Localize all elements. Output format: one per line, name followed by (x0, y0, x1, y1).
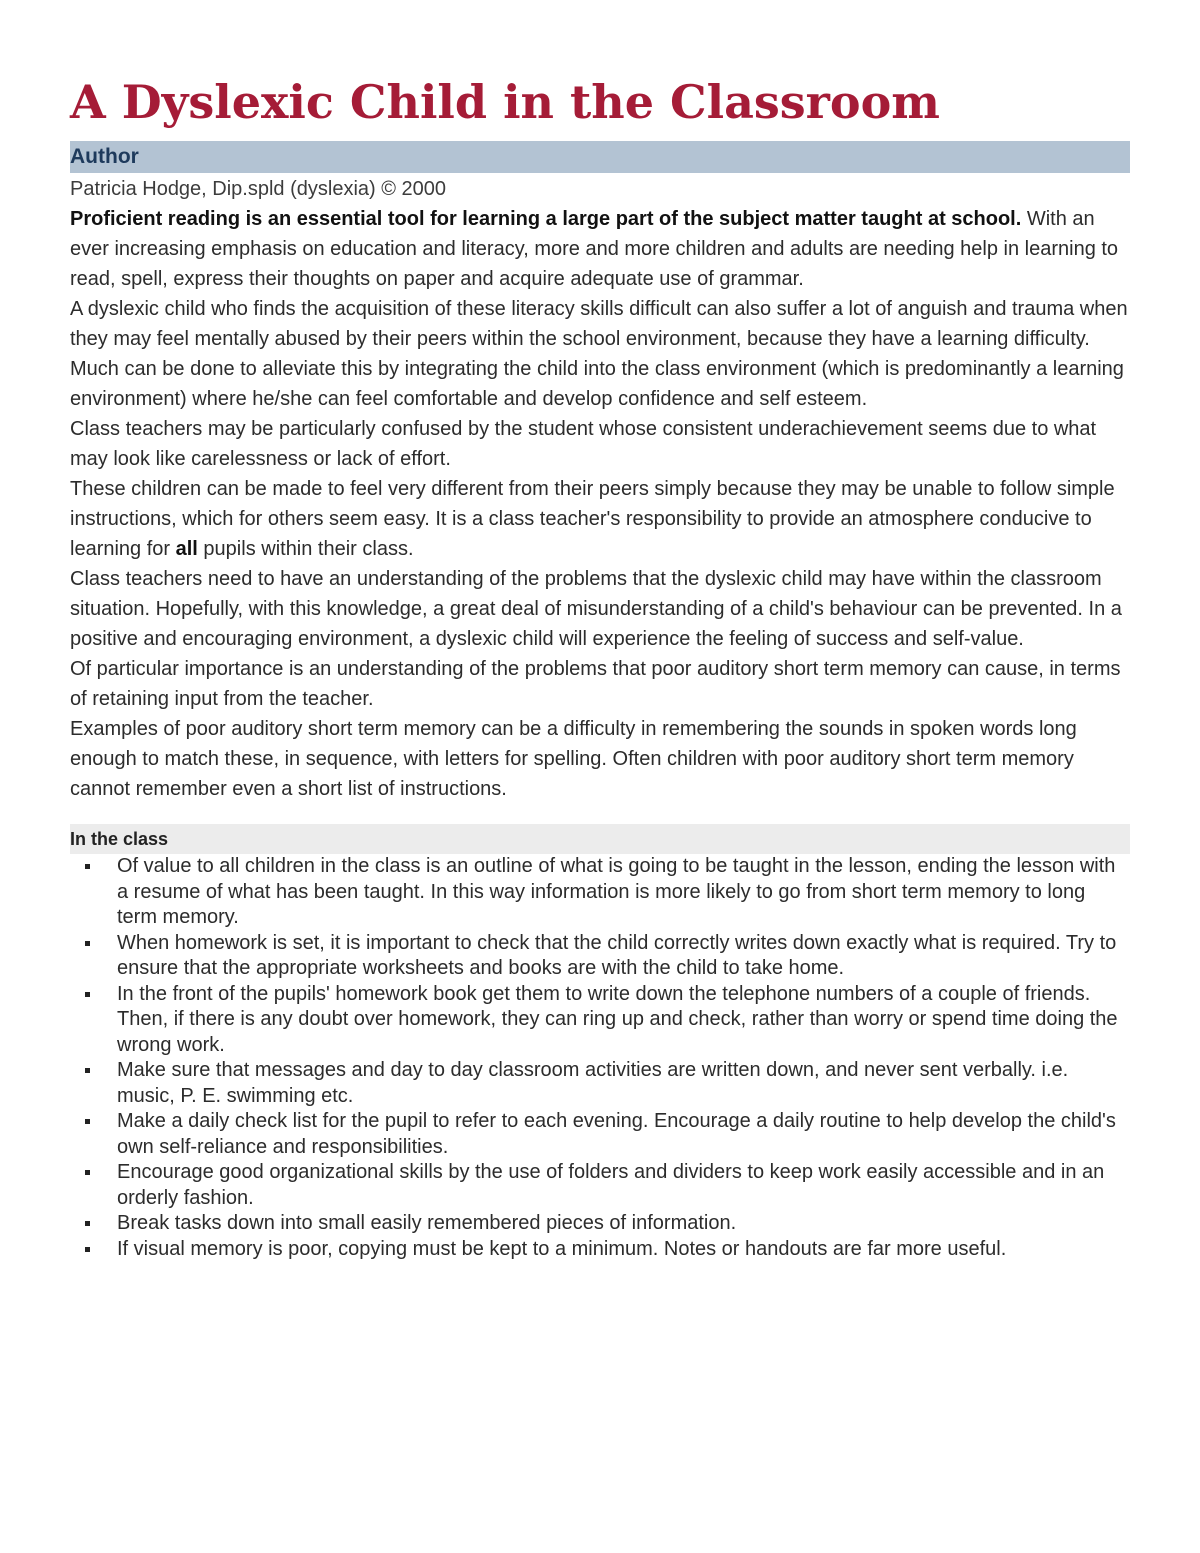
body-text: pupils within their class. (197, 538, 414, 560)
document-page (70, 70, 1130, 1262)
list-item-text: If visual memory is poor, copying must be kept to a minimum. Notes or handouts are far more useful. (117, 1237, 1007, 1260)
list-item-text: Encourage good organizational skills by the use of folders and dividers to keep work easily accessible and in an orderly fashion. (117, 1161, 1105, 1209)
square-bullet-icon (85, 1068, 90, 1073)
intro-paragraph (70, 204, 1130, 294)
square-bullet-icon (85, 992, 90, 997)
square-bullet-icon (85, 1247, 90, 1252)
list-item (70, 854, 1130, 931)
intro-bold-text: Proficient reading is an essential tool for learning a large part of the subject matter taught at school. (70, 208, 1022, 230)
list-item (70, 1160, 1130, 1211)
list-item-text: Make a daily check list for the pupil to refer to each evening. Encourage a daily routine to help develop the child's own self-reliance and responsibilities. (117, 1110, 1116, 1158)
list-item (70, 1237, 1130, 1263)
square-bullet-icon (85, 1221, 90, 1226)
body-paragraph-all-pupils (70, 474, 1130, 564)
page-title: A Dyslexic Child in the Classroom (70, 75, 940, 129)
square-bullet-icon (85, 941, 90, 946)
list-item-text: When homework is set, it is important to check that the child correctly writes down exactly what is required. Try to ensure that the appropriate worksheets and books are with the child to take home. (117, 931, 1117, 979)
body-paragraph: Class teachers need to have an understanding of the problems that the dyslexic child may have within the classroom situation. Hopefully, with this knowledge, a great deal of misunderstanding of a child's behaviour can be prevented. In a positive and encouraging environment, a dyslexic child will experience the feeling of success and self-value. (70, 568, 1122, 650)
list-item (70, 982, 1130, 1059)
list-item-text: Of value to all children in the class is an outline of what is going to be taught in the lesson, ending the lesson with a resume of what has been taught. In this way information is more likely to go from short term memory to long term memory. (117, 855, 1116, 928)
list-item (70, 1211, 1130, 1237)
list-item (70, 931, 1130, 982)
square-bullet-icon (85, 864, 90, 869)
intro-text: With an ever increasing emphasis on education and literacy, more and more children and adults are needing help in learning to read, spell, express their thoughts on paper and acquire adequate use of grammar. (70, 208, 1119, 290)
list-item-text: Make sure that messages and day to day classroom activities are written down, and never sent verbally. i.e. music, P. E. swimming etc. (117, 1059, 1069, 1107)
body-paragraph: Class teachers may be particularly confused by the student whose consistent underachievement seems due to what may look like carelessness or lack of effort. (70, 418, 1097, 470)
square-bullet-icon (85, 1119, 90, 1124)
author-heading: Author (70, 141, 1130, 173)
body-paragraph: Examples of poor auditory short term memory can be a difficulty in remembering the sounds in spoken words long enough to match these, in sequence, with letters for spelling. Often children with poor auditory short term memory cannot remember even a short list of instructions. (70, 718, 1077, 800)
body-text: These children can be made to feel very different from their peers simply because they may be unable to follow simple instructions, which for others seem easy. It is a class teacher's responsibility to provide an atmosphere conducive to learning for (70, 478, 1115, 560)
tips-list (70, 854, 1130, 1262)
list-item (70, 1058, 1130, 1109)
list-item-text: In the front of the pupils' homework book get them to write down the telephone numbers of a couple of friends. Then, if there is any doubt over homework, they can ring up and check, rather than worry or spend time doing the wrong work. (117, 982, 1118, 1056)
list-item (70, 1109, 1130, 1160)
square-bullet-icon (85, 1170, 90, 1175)
author-name: Patricia Hodge, Dip.spld (dyslexia) © 2000 (70, 178, 447, 200)
section-heading-in-the-class: In the class (70, 824, 1130, 854)
body-paragraph: A dyslexic child who finds the acquisition of these literacy skills difficult can also suffer a lot of anguish and trauma when they may feel mentally abused by their peers within the school environment, because they have a learning difficulty. Much can be done to alleviate this by integrating the child into the class environment (which is predominantly a learning environment) where he/she can feel comfortable and develop confidence and self esteem. (70, 298, 1128, 410)
body-paragraph: Of particular importance is an understanding of the problems that poor auditory short term memory can cause, in terms of retaining input from the teacher. (70, 658, 1121, 710)
emphasis-all: all (175, 538, 198, 560)
list-item-text: Break tasks down into small easily remembered pieces of information. (117, 1212, 737, 1234)
